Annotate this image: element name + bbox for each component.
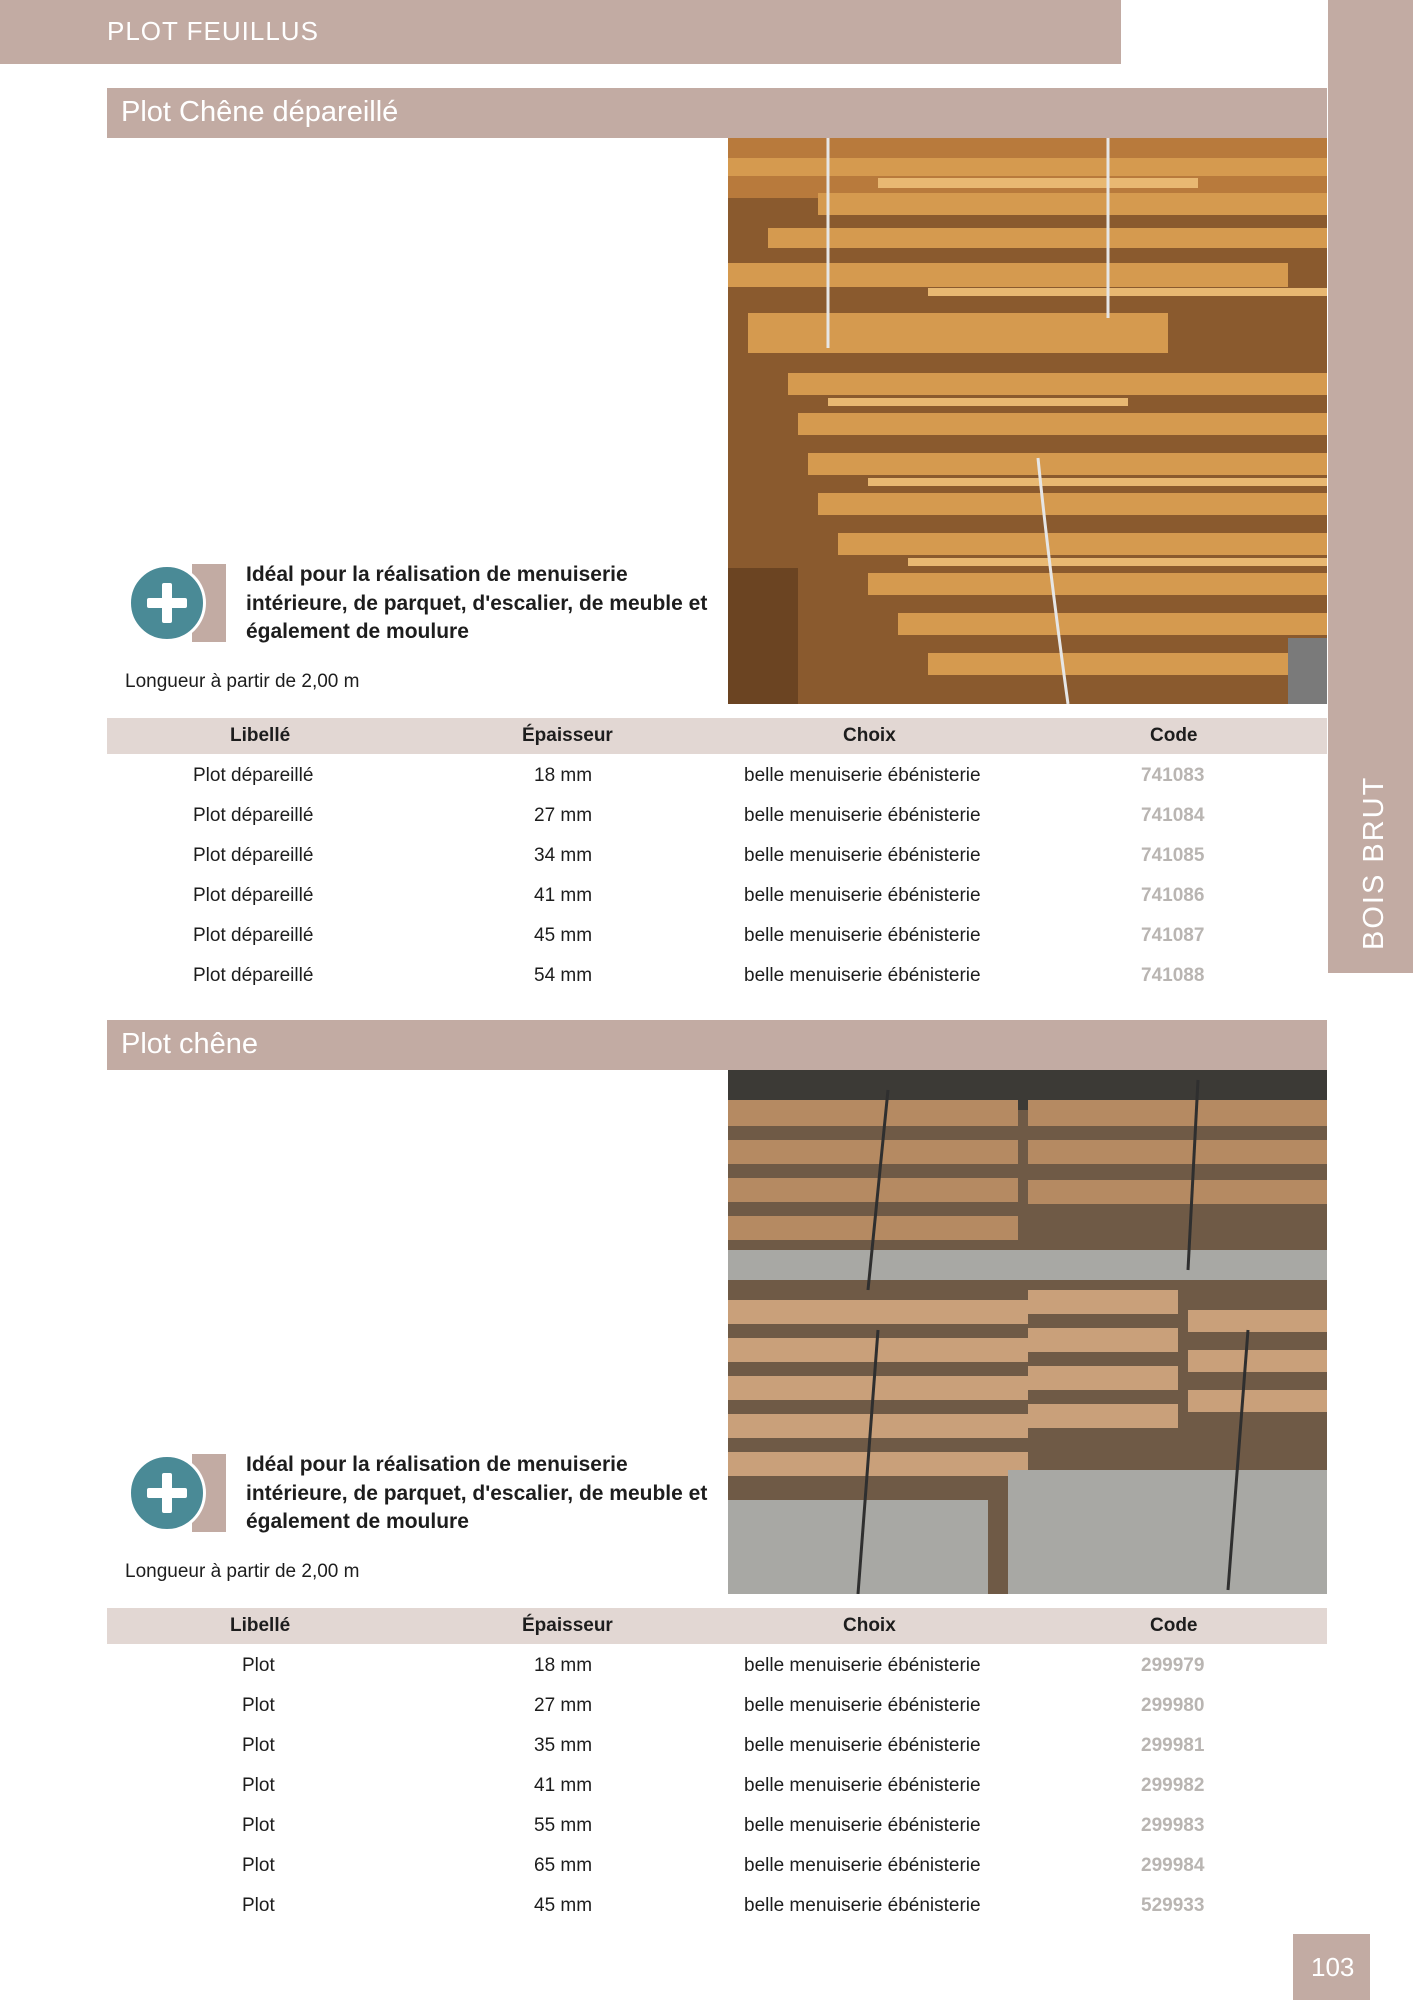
cell-choix: belle menuiserie ébénisterie xyxy=(744,1655,981,1676)
table-row xyxy=(0,1855,1413,1895)
table-row xyxy=(0,765,1413,805)
cell-choix: belle menuiserie ébénisterie xyxy=(744,1735,981,1756)
table-row xyxy=(0,925,1413,965)
cell-code: 299982 xyxy=(1141,1775,1205,1796)
cell-choix: belle menuiserie ébénisterie xyxy=(744,805,981,826)
column-header-libelle: Libellé xyxy=(230,1615,291,1636)
column-header-code: Code xyxy=(1150,1615,1198,1636)
cell-code: 299980 xyxy=(1141,1695,1205,1716)
feature-description: Idéal pour la réalisation de menuiserie intérieure, de parquet, d'escalier, de meuble et également de moulure xyxy=(246,563,708,643)
cell-epaisseur: 45 mm xyxy=(534,925,593,946)
page-number: 103 xyxy=(1311,1952,1355,1982)
cell-choix: belle menuiserie ébénisterie xyxy=(744,765,981,786)
cell-libelle: Plot xyxy=(242,1655,275,1676)
column-header-choix: Choix xyxy=(843,1615,896,1636)
cell-choix: belle menuiserie ébénisterie xyxy=(744,1775,981,1796)
table-row xyxy=(0,885,1413,925)
cell-libelle: Plot xyxy=(242,1775,275,1796)
column-header-epaisseur: Épaisseur xyxy=(522,1615,613,1636)
cell-code: 741087 xyxy=(1141,925,1205,946)
cell-epaisseur: 54 mm xyxy=(534,965,593,986)
plus-badge xyxy=(128,564,226,642)
cell-epaisseur: 55 mm xyxy=(534,1815,593,1836)
cell-libelle: Plot xyxy=(242,1855,275,1876)
cell-code: 299979 xyxy=(1141,1655,1205,1676)
cell-epaisseur: 18 mm xyxy=(534,1655,593,1676)
column-header-choix: Choix xyxy=(843,725,896,746)
table-row xyxy=(0,1895,1413,1935)
cell-code: 741085 xyxy=(1141,845,1205,866)
cell-epaisseur: 65 mm xyxy=(534,1855,593,1876)
cell-choix: belle menuiserie ébénisterie xyxy=(744,965,981,986)
cell-libelle: Plot dépareillé xyxy=(193,925,314,946)
cell-epaisseur: 34 mm xyxy=(534,845,593,866)
cell-epaisseur: 45 mm xyxy=(534,1895,593,1916)
cell-libelle: Plot xyxy=(242,1695,275,1716)
product-photo-lumber-stack xyxy=(728,138,1327,704)
table-header xyxy=(107,718,1327,754)
table-header xyxy=(107,1608,1327,1644)
cell-code: 299981 xyxy=(1141,1735,1205,1756)
section-title: Plot chêne xyxy=(121,1028,259,1060)
product-photo-oak-planks xyxy=(728,1070,1327,1594)
cell-libelle: Plot xyxy=(242,1895,275,1916)
section-header xyxy=(107,88,1327,138)
cell-choix: belle menuiserie ébénisterie xyxy=(744,885,981,906)
cell-code: 299984 xyxy=(1141,1855,1205,1876)
cell-epaisseur: 27 mm xyxy=(534,805,593,826)
table-row xyxy=(0,845,1413,885)
cell-libelle: Plot xyxy=(242,1815,275,1836)
cell-epaisseur: 27 mm xyxy=(534,1695,593,1716)
cell-epaisseur: 41 mm xyxy=(534,885,593,906)
cell-choix: belle menuiserie ébénisterie xyxy=(744,845,981,866)
cell-code: 741086 xyxy=(1141,885,1205,906)
cell-choix: belle menuiserie ébénisterie xyxy=(744,1815,981,1836)
column-header-epaisseur: Épaisseur xyxy=(522,725,613,746)
category-header-bar xyxy=(0,0,1121,64)
cell-libelle: Plot dépareillé xyxy=(193,965,314,986)
cell-choix: belle menuiserie ébénisterie xyxy=(744,1895,981,1916)
feature-description: Idéal pour la réalisation de menuiserie intérieure, de parquet, d'escalier, de meuble et également de moulure xyxy=(246,1453,708,1533)
section-title: Plot Chêne dépareillé xyxy=(121,96,399,128)
plus-icon xyxy=(143,1469,191,1517)
cell-code: 741083 xyxy=(1141,765,1205,786)
category-title: PLOT FEUILLUS xyxy=(107,16,319,46)
cell-epaisseur: 41 mm xyxy=(534,1775,593,1796)
length-note: Longueur à partir de 2,00 m xyxy=(125,671,360,692)
cell-code: 529933 xyxy=(1141,1895,1205,1916)
table-row xyxy=(0,965,1413,1005)
side-tab-label: BOIS BRUT xyxy=(1358,775,1390,950)
section-header xyxy=(107,1020,1327,1070)
cell-libelle: Plot xyxy=(242,1735,275,1756)
cell-libelle: Plot dépareillé xyxy=(193,845,314,866)
cell-libelle: Plot dépareillé xyxy=(193,805,314,826)
column-header-libelle: Libellé xyxy=(230,725,291,746)
cell-choix: belle menuiserie ébénisterie xyxy=(744,1855,981,1876)
cell-choix: belle menuiserie ébénisterie xyxy=(744,1695,981,1716)
table-row xyxy=(0,1775,1413,1815)
column-header-code: Code xyxy=(1150,725,1198,746)
table-row xyxy=(0,805,1413,845)
cell-code: 299983 xyxy=(1141,1815,1205,1836)
cell-choix: belle menuiserie ébénisterie xyxy=(744,925,981,946)
cell-libelle: Plot dépareillé xyxy=(193,885,314,906)
table-row xyxy=(0,1815,1413,1855)
table-row xyxy=(0,1735,1413,1775)
cell-libelle: Plot dépareillé xyxy=(193,765,314,786)
plus-icon xyxy=(143,579,191,627)
cell-epaisseur: 18 mm xyxy=(534,765,593,786)
table-row xyxy=(0,1655,1413,1695)
cell-code: 741088 xyxy=(1141,965,1205,986)
cell-epaisseur: 35 mm xyxy=(534,1735,593,1756)
page-number-box xyxy=(1293,1934,1370,2000)
length-note: Longueur à partir de 2,00 m xyxy=(125,1561,360,1582)
table-row xyxy=(0,1695,1413,1735)
cell-code: 741084 xyxy=(1141,805,1205,826)
plus-badge xyxy=(128,1454,226,1532)
